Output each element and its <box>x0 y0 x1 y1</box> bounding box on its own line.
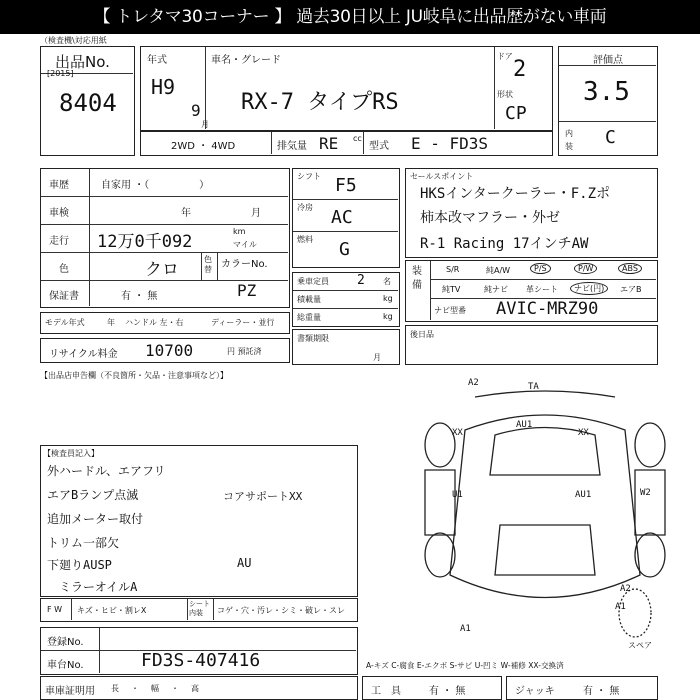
cert-options: 長・幅・高 <box>111 684 211 693</box>
drive-value: 2WD ・ 4WD <box>171 141 236 152</box>
gross-label: 総重量 <box>297 313 321 322</box>
damage-mark: XX <box>578 428 589 438</box>
fw-label: F W <box>47 605 63 614</box>
model-year-row <box>40 312 290 334</box>
shift-aircon-fuel <box>292 168 400 268</box>
lot-year-tag: [2015] <box>47 69 74 78</box>
equip-item: ナビ(円) <box>570 282 608 295</box>
recycle-row <box>40 338 290 363</box>
equip-item: ABS <box>618 263 642 274</box>
doors-value: 2 <box>513 57 527 82</box>
damage-mark: A1 <box>460 624 471 634</box>
wheel-front-right <box>635 423 665 467</box>
inspector-line: 追加メーター取付 <box>47 512 144 526</box>
inspection-year: 年 <box>181 208 191 219</box>
type-value: E - FD3S <box>411 134 489 153</box>
deadline-month: 月 <box>373 353 381 362</box>
left-side-panel <box>425 470 455 535</box>
damage-mark: A2 <box>468 378 479 388</box>
tools-value: 有 ・ 無 <box>429 686 466 697</box>
navi-label: ナビ型番 <box>434 306 466 315</box>
capacity-value: 2 <box>357 273 365 288</box>
history-value: 自家用 ・（ ） <box>101 180 210 191</box>
registration-label: 登録No. <box>47 637 84 648</box>
shape-label: 形状 <box>497 90 513 99</box>
inspection-label: 車検 <box>49 208 69 219</box>
deadline-label: 書類期限 <box>297 334 329 343</box>
damage-mark: A1 <box>615 602 626 612</box>
type-label: 型式 <box>369 141 389 152</box>
top-note: （検査機\対応用紙 <box>40 36 107 45</box>
damage-mark: A2 <box>620 584 631 594</box>
equip-item: P/W <box>574 263 597 274</box>
model-label: 車名・グレード <box>211 55 281 66</box>
equip-item: エアB <box>620 285 642 294</box>
fuel-value: G <box>339 239 350 260</box>
cert-row <box>40 676 358 700</box>
mileage-unit-mile: マイル <box>233 240 257 249</box>
shift-value: F5 <box>335 175 357 196</box>
inspection-month: 月 <box>251 208 261 219</box>
year-model-box <box>140 46 553 131</box>
capacity-unit: 名 <box>383 277 391 286</box>
cert-label: 車庫証明用 <box>45 686 95 697</box>
mileage-label: 走行 <box>49 236 69 247</box>
later-items-box <box>405 325 658 365</box>
notes-header: 【出品店申告欄（不良箇所・欠品・注意事項など）】 <box>40 371 228 380</box>
model-value: RX-7 タイプRS <box>241 90 399 115</box>
inspector-line: トリム一部欠 <box>47 536 120 550</box>
wheel-rear-left <box>425 533 455 577</box>
page-banner: 【 トレタマ30コーナー 】 過去30日以上 JU岐阜に出品歴がない車両 <box>0 0 700 34</box>
lot-box <box>40 46 135 156</box>
year-era: H9 <box>151 75 176 99</box>
inspector-line: ミラーオイルA <box>59 580 138 594</box>
car-body-outline <box>450 415 640 598</box>
drive-row <box>140 131 553 156</box>
score-value: 3.5 <box>583 77 630 107</box>
year-month-unit: 月 <box>201 120 209 129</box>
warranty-label: 保証書 <box>49 291 79 302</box>
load-unit: kg <box>383 294 393 303</box>
displacement-unit: cc <box>353 134 362 143</box>
equipment-box <box>405 260 658 322</box>
aircon-label: 冷房 <box>297 203 313 212</box>
wheel-rear-right <box>635 533 665 577</box>
fuel-label: 燃料 <box>297 235 313 244</box>
inspector-line: エアBランプ点滅 <box>47 488 139 502</box>
score-label: 評価点 <box>593 55 623 66</box>
equip-item: 革シート <box>526 285 558 294</box>
deadline-box <box>292 329 400 365</box>
equip-item: 純ナビ <box>484 285 508 294</box>
car-diagram <box>405 375 700 655</box>
inspector-right-line: コアサポートXX <box>223 490 303 503</box>
colorno-value: PZ <box>237 281 257 300</box>
sales-point-line: HKSインタークーラー・F.Zポ <box>420 186 611 202</box>
recycle-value: 10700 <box>145 341 194 360</box>
equip-item: 純A/W <box>486 266 511 275</box>
sales-point-line: 柿本改マフラー・外ゼ <box>420 210 560 226</box>
inspector-label: 【検査員記入】 <box>43 449 99 458</box>
displacement-value: RE <box>319 134 339 153</box>
shape-value: CP <box>505 103 527 124</box>
tools-row <box>362 676 502 700</box>
chassis-value: FD3S-407416 <box>141 650 261 671</box>
capacity-grid <box>292 272 400 327</box>
lot-label: 出品No. <box>55 53 110 71</box>
sales-point-label: セールスポイント <box>410 172 474 181</box>
interior-label: 内装 <box>565 129 573 151</box>
navi-value: AVIC-MRZ90 <box>496 299 599 319</box>
gross-unit: kg <box>383 312 393 321</box>
spare-label: スペア <box>628 641 652 650</box>
damage-legend: A-キズ C-腐食 E-エクボ S-サビ U-凹ミ W-補修 XX-交換済 <box>366 661 564 670</box>
seat-label: シート内装 <box>189 600 210 617</box>
equip-item: 純TV <box>442 285 461 294</box>
right-side-panel <box>635 470 665 535</box>
later-label: 後日品 <box>410 330 434 339</box>
inspector-box <box>40 445 358 597</box>
colorno-label: カラーNo. <box>221 259 268 270</box>
inspector-line: 外ハードル、エアフリ <box>47 464 166 478</box>
displacement-label: 排気量 <box>277 141 307 152</box>
model-year-handle: ハンドル 左・右 <box>125 318 184 327</box>
mileage-value: 12万0千092 <box>97 232 193 252</box>
warranty-value: 有 ・ 無 <box>121 291 158 302</box>
score-box <box>558 46 658 156</box>
load-label: 積載量 <box>297 295 321 304</box>
vehicle-info-grid <box>40 168 290 308</box>
damage-mark: AU1 <box>516 420 533 430</box>
year-month: 9 <box>191 101 201 120</box>
color-label: 色 <box>59 264 69 275</box>
front-bumper-outline <box>475 391 615 397</box>
recycle-label: リサイクル料金 <box>49 349 118 360</box>
lot-number: 8404 <box>59 89 117 117</box>
model-year-label: モデル年式 <box>45 318 85 327</box>
year-label: 年式 <box>147 55 167 66</box>
mileage-unit-km: km <box>233 227 246 236</box>
equip-item: S/R <box>446 265 460 274</box>
wheel-front-left <box>425 423 455 467</box>
spare-tire-outline <box>619 589 651 637</box>
history-label: 車歴 <box>49 180 69 191</box>
equip-item: P/S <box>530 263 551 274</box>
damage-mark: AU1 <box>575 490 592 500</box>
inspector-right-line: AU <box>237 556 252 570</box>
model-year-dealer: ディーラー・並行 <box>211 318 275 327</box>
model-year-year: 年 <box>107 318 115 327</box>
sales-point-box <box>405 168 658 258</box>
damage-mark: U1 <box>452 490 463 500</box>
equipment-label: 装備 <box>412 266 422 291</box>
fw-items: キズ・ヒビ・割レX <box>77 606 147 615</box>
shift-label: シフト <box>297 172 321 181</box>
jack-row <box>506 676 658 700</box>
damage-mark: TA <box>528 382 539 392</box>
registration-box <box>40 627 358 675</box>
jack-value: 有 ・ 無 <box>583 686 620 697</box>
sales-point-line: R-1 Racing 17インチAW <box>420 236 589 252</box>
inspector-line: 下廻りAUSP <box>47 558 112 572</box>
color-value: クロ <box>145 260 179 280</box>
jack-label: ジャッキ <box>515 686 555 697</box>
aircon-value: AC <box>331 207 353 228</box>
damage-mark: XX <box>452 428 463 438</box>
doors-label: ドア <box>497 52 513 61</box>
capacity-label: 乗車定員 <box>297 277 329 286</box>
tools-label: 工 具 <box>371 686 401 697</box>
color-change-label: 色替 <box>204 255 212 274</box>
interior-value: C <box>605 127 616 148</box>
fw-row <box>40 598 358 622</box>
seat-items: コゲ・穴・汚レ・シミ・破レ・スレ <box>217 606 345 615</box>
damage-mark: W2 <box>640 488 651 498</box>
rear-hatch-outline <box>495 525 595 575</box>
recycle-unit: 円 預託済 <box>227 347 262 356</box>
chassis-label: 車台No. <box>47 660 84 671</box>
